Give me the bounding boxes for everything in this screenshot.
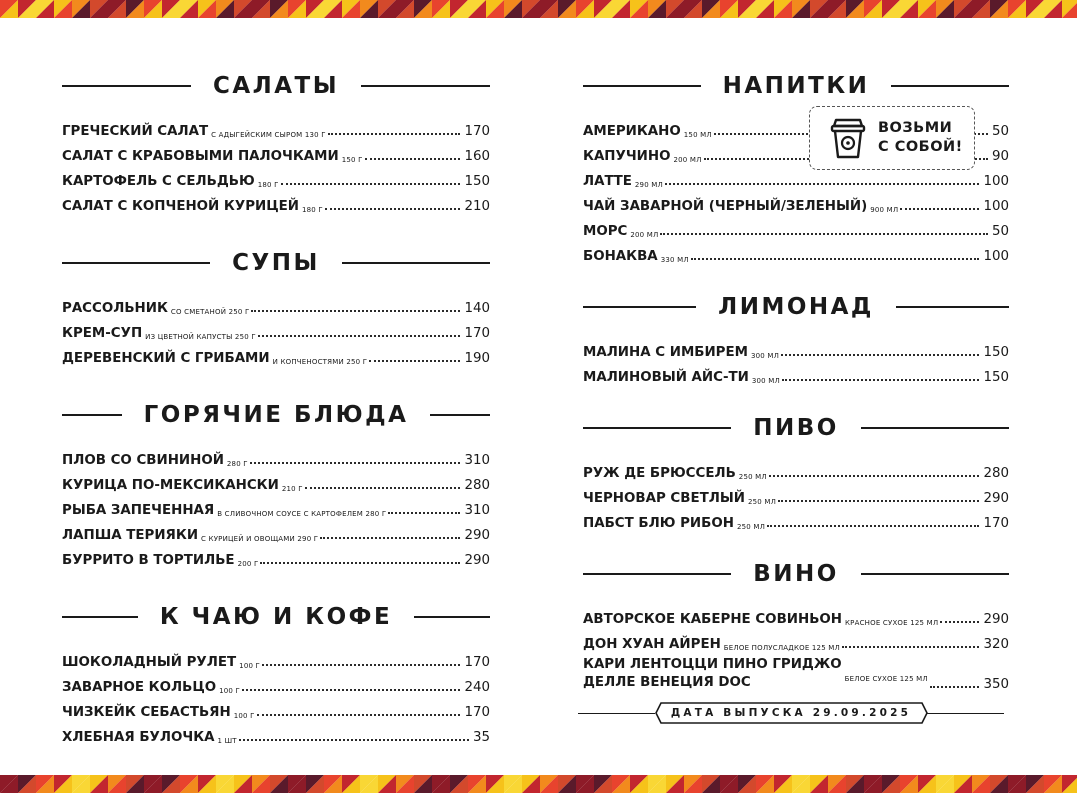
item-price: 210 xyxy=(464,199,490,214)
menu-item: ДЕРЕВЕНСКИЙ С ГРИБАМИ И КОПЧЕНОСТЯМИ 250 Г 190 xyxy=(62,351,490,366)
section-title: САЛАТЫ xyxy=(212,73,340,99)
menu-item: ШОКОЛАДНЫЙ РУЛЕТ 100 Г 170 xyxy=(62,655,490,670)
promo-text: ВОЗЬМИ С СОБОЙ! xyxy=(878,120,963,155)
section-drinks xyxy=(583,70,1009,264)
header-rule-right xyxy=(430,414,490,416)
item-price: 100 xyxy=(983,199,1009,214)
section-beer xyxy=(583,412,1009,531)
takeaway-promo-box xyxy=(809,106,975,170)
release-badge xyxy=(655,702,927,724)
menu-item: САЛАТ С КРАБОВЫМИ ПАЛОЧКАМИ 150 Г 160 xyxy=(62,149,490,164)
left-menu-column xyxy=(62,70,490,745)
item-price: 90 xyxy=(991,149,1009,164)
item-price: 310 xyxy=(464,503,490,518)
item-price: 290 xyxy=(983,491,1009,506)
header-rule-left xyxy=(62,262,210,264)
item-price: 190 xyxy=(464,351,490,366)
menu-item: РУЖ ДЕ БРЮССЕЛЬ 250 МЛ 280 xyxy=(583,466,1009,481)
item-price: 170 xyxy=(464,655,490,670)
header-rule-left xyxy=(62,616,138,618)
coffee-cup-icon xyxy=(828,116,868,160)
section-title: СУПЫ xyxy=(232,250,320,276)
top-decorative-border xyxy=(0,0,1077,18)
menu-item: ЧИЗКЕЙК СЕБАСТЬЯН 100 Г 170 xyxy=(62,705,490,720)
menu-item: ХЛЕБНАЯ БУЛОЧКА 1 ШТ 35 xyxy=(62,730,490,745)
bottom-decorative-border xyxy=(0,775,1077,793)
header-rule-left xyxy=(62,85,191,87)
item-price: 310 xyxy=(464,453,490,468)
header-rule-left xyxy=(583,573,731,575)
menu-item: РЫБА ЗАПЕЧЕННАЯ В СЛИВОЧНОМ СОУСЕ С КАРТОФЕЛЕМ 280 Г 310 xyxy=(62,503,490,518)
menu-item: АМЕРИКАНО 150 МЛ 50 xyxy=(583,124,1009,139)
section-wine xyxy=(583,558,1009,692)
item-price: 280 xyxy=(983,466,1009,481)
section-header xyxy=(583,70,1009,102)
section-title: ЛИМОНАД xyxy=(718,294,874,320)
menu-item: ДОН ХУАН АЙРЕН БЕЛОЕ ПОЛУСЛАДКОЕ 125 МЛ 320 xyxy=(583,637,1009,652)
right-menu-column xyxy=(583,70,1009,692)
item-price: 100 xyxy=(983,174,1009,189)
header-rule-left xyxy=(583,85,701,87)
section-header xyxy=(62,70,490,102)
item-price: 290 xyxy=(983,612,1009,627)
menu-item: КАПУЧИНО 200 МЛ 90 xyxy=(583,149,1009,164)
section-title: НАПИТКИ xyxy=(722,73,870,99)
menu-item: САЛАТ С КОПЧЕНОЙ КУРИЦЕЙ 180 Г 210 xyxy=(62,199,490,214)
menu-item: МАЛИНА С ИМБИРЕМ 300 МЛ 150 xyxy=(583,345,1009,360)
item-price: 290 xyxy=(464,528,490,543)
section-lemonade xyxy=(583,291,1009,385)
section-header xyxy=(62,601,490,633)
item-price: 50 xyxy=(991,124,1009,139)
section-header xyxy=(62,247,490,279)
menu-item: ЗАВАРНОЕ КОЛЬЦО 100 Г 240 xyxy=(62,680,490,695)
header-rule-right xyxy=(414,616,490,618)
section-title: ПИВО xyxy=(753,415,839,441)
menu-item: КУРИЦА ПО-МЕКСИКАНСКИ 210 Г 280 xyxy=(62,478,490,493)
header-rule-left xyxy=(583,427,731,429)
item-price: 240 xyxy=(464,680,490,695)
item-price: 150 xyxy=(983,370,1009,385)
item-price: 150 xyxy=(983,345,1009,360)
menu-item: ЛАПША ТЕРИЯКИ С КУРИЦЕЙ И ОВОЩАМИ 290 Г 290 xyxy=(62,528,490,543)
item-price: 170 xyxy=(464,124,490,139)
item-price: 50 xyxy=(991,224,1009,239)
item-price: 160 xyxy=(464,149,490,164)
header-rule-right xyxy=(861,427,1009,429)
menu-item: КАРТОФЕЛЬ С СЕЛЬДЬЮ 180 Г 150 xyxy=(62,174,490,189)
item-price: 140 xyxy=(464,301,490,316)
menu-item: КРЕМ-СУП ИЗ ЦВЕТНОЙ КАПУСТЫ 250 Г 170 xyxy=(62,326,490,341)
header-rule-right xyxy=(861,573,1009,575)
section-header xyxy=(583,412,1009,444)
section-soups xyxy=(62,247,490,366)
header-rule-right xyxy=(361,85,490,87)
item-price: 320 xyxy=(983,637,1009,652)
menu-item: МОРС 200 МЛ 50 xyxy=(583,224,1009,239)
menu-item: МАЛИНОВЫЙ АЙС-ТИ 300 МЛ 150 xyxy=(583,370,1009,385)
header-rule-right xyxy=(891,85,1009,87)
item-price: 170 xyxy=(464,326,490,341)
menu-item: БУРРИТО В ТОРТИЛЬЕ 200 Г 290 xyxy=(62,553,490,568)
item-price: 350 xyxy=(983,677,1009,692)
section-header xyxy=(62,399,490,431)
release-rule-left xyxy=(578,713,655,714)
header-rule-right xyxy=(896,306,1009,308)
item-price: 150 xyxy=(464,174,490,189)
menu-item: АВТОРСКОЕ КАБЕРНЕ СОВИНЬОН КРАСНОЕ СУХОЕ 125 МЛ 290 xyxy=(583,612,1009,627)
section-salads xyxy=(62,70,490,214)
header-rule-left xyxy=(583,306,696,308)
menu-item: ГРЕЧЕСКИЙ САЛАТ С АДЫГЕЙСКИМ СЫРОМ 130 Г 170 xyxy=(62,124,490,139)
menu-item: ПЛОВ СО СВИНИНОЙ 280 Г 310 xyxy=(62,453,490,468)
section-header xyxy=(583,291,1009,323)
section-title: К ЧАЮ И КОФЕ xyxy=(159,604,393,630)
menu-item: ЛАТТЕ 290 МЛ 100 xyxy=(583,174,1009,189)
item-price: 170 xyxy=(464,705,490,720)
release-date-text: ДАТА ВЫПУСКА 29.09.2025 xyxy=(670,707,912,719)
menu-item: ЧАЙ ЗАВАРНОЙ (ЧЕРНЫЙ/ЗЕЛЕНЫЙ) 900 МЛ 100 xyxy=(583,199,1009,214)
header-rule-right xyxy=(342,262,490,264)
item-price: 290 xyxy=(464,553,490,568)
item-price: 35 xyxy=(472,730,490,745)
menu-item: БОНАКВА 330 МЛ 100 xyxy=(583,249,1009,264)
header-rule-left xyxy=(62,414,122,416)
menu-item: ПАБСТ БЛЮ РИБОН 250 МЛ 170 xyxy=(583,516,1009,531)
release-rule-right xyxy=(927,713,1004,714)
release-date-banner xyxy=(578,702,1004,724)
menu-item: КАРИ ЛЕНТОЦЦИ ПИНО ГРИДЖО ДЕЛЛЕ ВЕНЕЦИЯ DOC БЕЛОЕ СУХОЕ 125 МЛ 350 xyxy=(583,657,1009,692)
section-title: ВИНО xyxy=(753,561,839,587)
item-price: 170 xyxy=(983,516,1009,531)
section-tea-coffee xyxy=(62,601,490,745)
section-header xyxy=(583,558,1009,590)
section-hot-dishes xyxy=(62,399,490,568)
item-price: 100 xyxy=(983,249,1009,264)
item-price: 280 xyxy=(464,478,490,493)
menu-item: РАССОЛЬНИК СО СМЕТАНОЙ 250 Г 140 xyxy=(62,301,490,316)
menu-item: ЧЕРНОВАР СВЕТЛЫЙ 250 МЛ 290 xyxy=(583,491,1009,506)
section-title: ГОРЯЧИЕ БЛЮДА xyxy=(143,402,409,428)
